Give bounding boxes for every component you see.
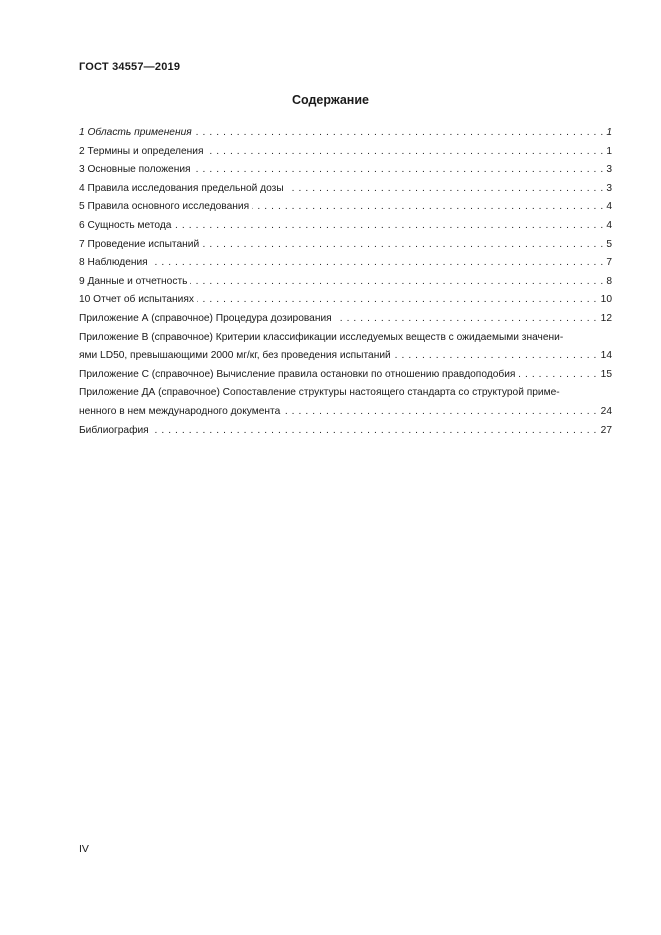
toc-entry-page: 15 [599,366,612,385]
toc-entry-page: 24 [599,403,612,422]
toc-entry-label: Библиография [79,425,152,436]
toc-entry-page: 5 [604,236,612,255]
toc-entry-label: 3 Основные положения [79,164,194,175]
toc-entry-continuation [79,403,612,422]
toc-entry-page: 1 [604,143,612,162]
toc-entry-label: 10 Отчет об испытаниях [79,294,197,305]
toc-entry-label: 7 Проведение испытаний [79,239,202,250]
toc-entry-observations[interactable] [79,254,612,273]
toc-entry-bibliography[interactable] [79,422,612,441]
toc-title: Содержание [291,93,369,107]
toc-entry-appendix-a[interactable] [79,310,612,329]
toc-entry-test-report[interactable] [79,291,612,310]
toc-entry-appendix-b[interactable] [79,329,612,366]
toc-entry-page: 7 [604,254,612,273]
toc-entry-scope[interactable] [79,124,612,143]
toc-entry-page: 3 [604,161,612,180]
toc-entry-label: Приложение А (справочное) Процедура дозирования [79,313,335,324]
toc-entry-label: 1 Область применения [79,127,195,138]
toc-entry-page: 10 [599,291,612,310]
table-of-contents [79,124,612,440]
toc-entry-label-line1: Приложение ДА (справочное) Сопоставление структуры настоящего стандарта со структурой приме- [79,387,560,399]
toc-entry-label-line2: ненного в нем международного документа [79,406,283,417]
toc-entry-main-study[interactable] [79,198,612,217]
toc-entry-label-line1: Приложение В (справочное) Критерии классификации исследуемых веществ с ожидаемыми значени- [79,331,564,343]
toc-entry-label: 9 Данные и отчетность [79,276,190,287]
toc-entry-page: 27 [599,422,612,441]
toc-entry-page: 8 [604,273,612,292]
toc-entry-data-reporting[interactable] [79,273,612,292]
toc-entry-terms[interactable] [79,143,612,162]
toc-entry-page: 12 [599,310,612,329]
toc-entry-page: 1 [604,124,612,143]
toc-entry-continuation [79,347,612,366]
toc-entry-method-essence[interactable] [79,217,612,236]
toc-entry-testing[interactable] [79,236,612,255]
toc-entry-appendix-c[interactable] [79,366,612,385]
toc-entry-basic-provisions[interactable] [79,161,612,180]
toc-entry-page: 4 [604,198,612,217]
page-number: IV [79,843,89,855]
toc-entry-label-line2: ями LD50, превышающими 2000 мг/кг, без проведения испытаний [79,350,394,361]
toc-entry-label: 4 Правила исследования предельной дозы [79,183,287,194]
toc-entry-page: 3 [604,180,612,199]
toc-entry-label: 6 Сущность метода [79,220,174,231]
toc-entry-page: 14 [599,347,612,366]
toc-entry-limit-dose[interactable] [79,180,612,199]
toc-entry-page: 4 [604,217,612,236]
toc-entry-label: Приложение С (справочное) Вычисление правила остановки по отношению правдоподобия [79,369,518,380]
document-code: ГОСТ 34557—2019 [79,61,181,73]
toc-entry-label: 8 Наблюдения [79,257,151,268]
toc-entry-appendix-da[interactable] [79,384,612,421]
toc-entry-label: 2 Термины и определения [79,146,206,157]
toc-entry-label: 5 Правила основного исследования [79,201,252,212]
